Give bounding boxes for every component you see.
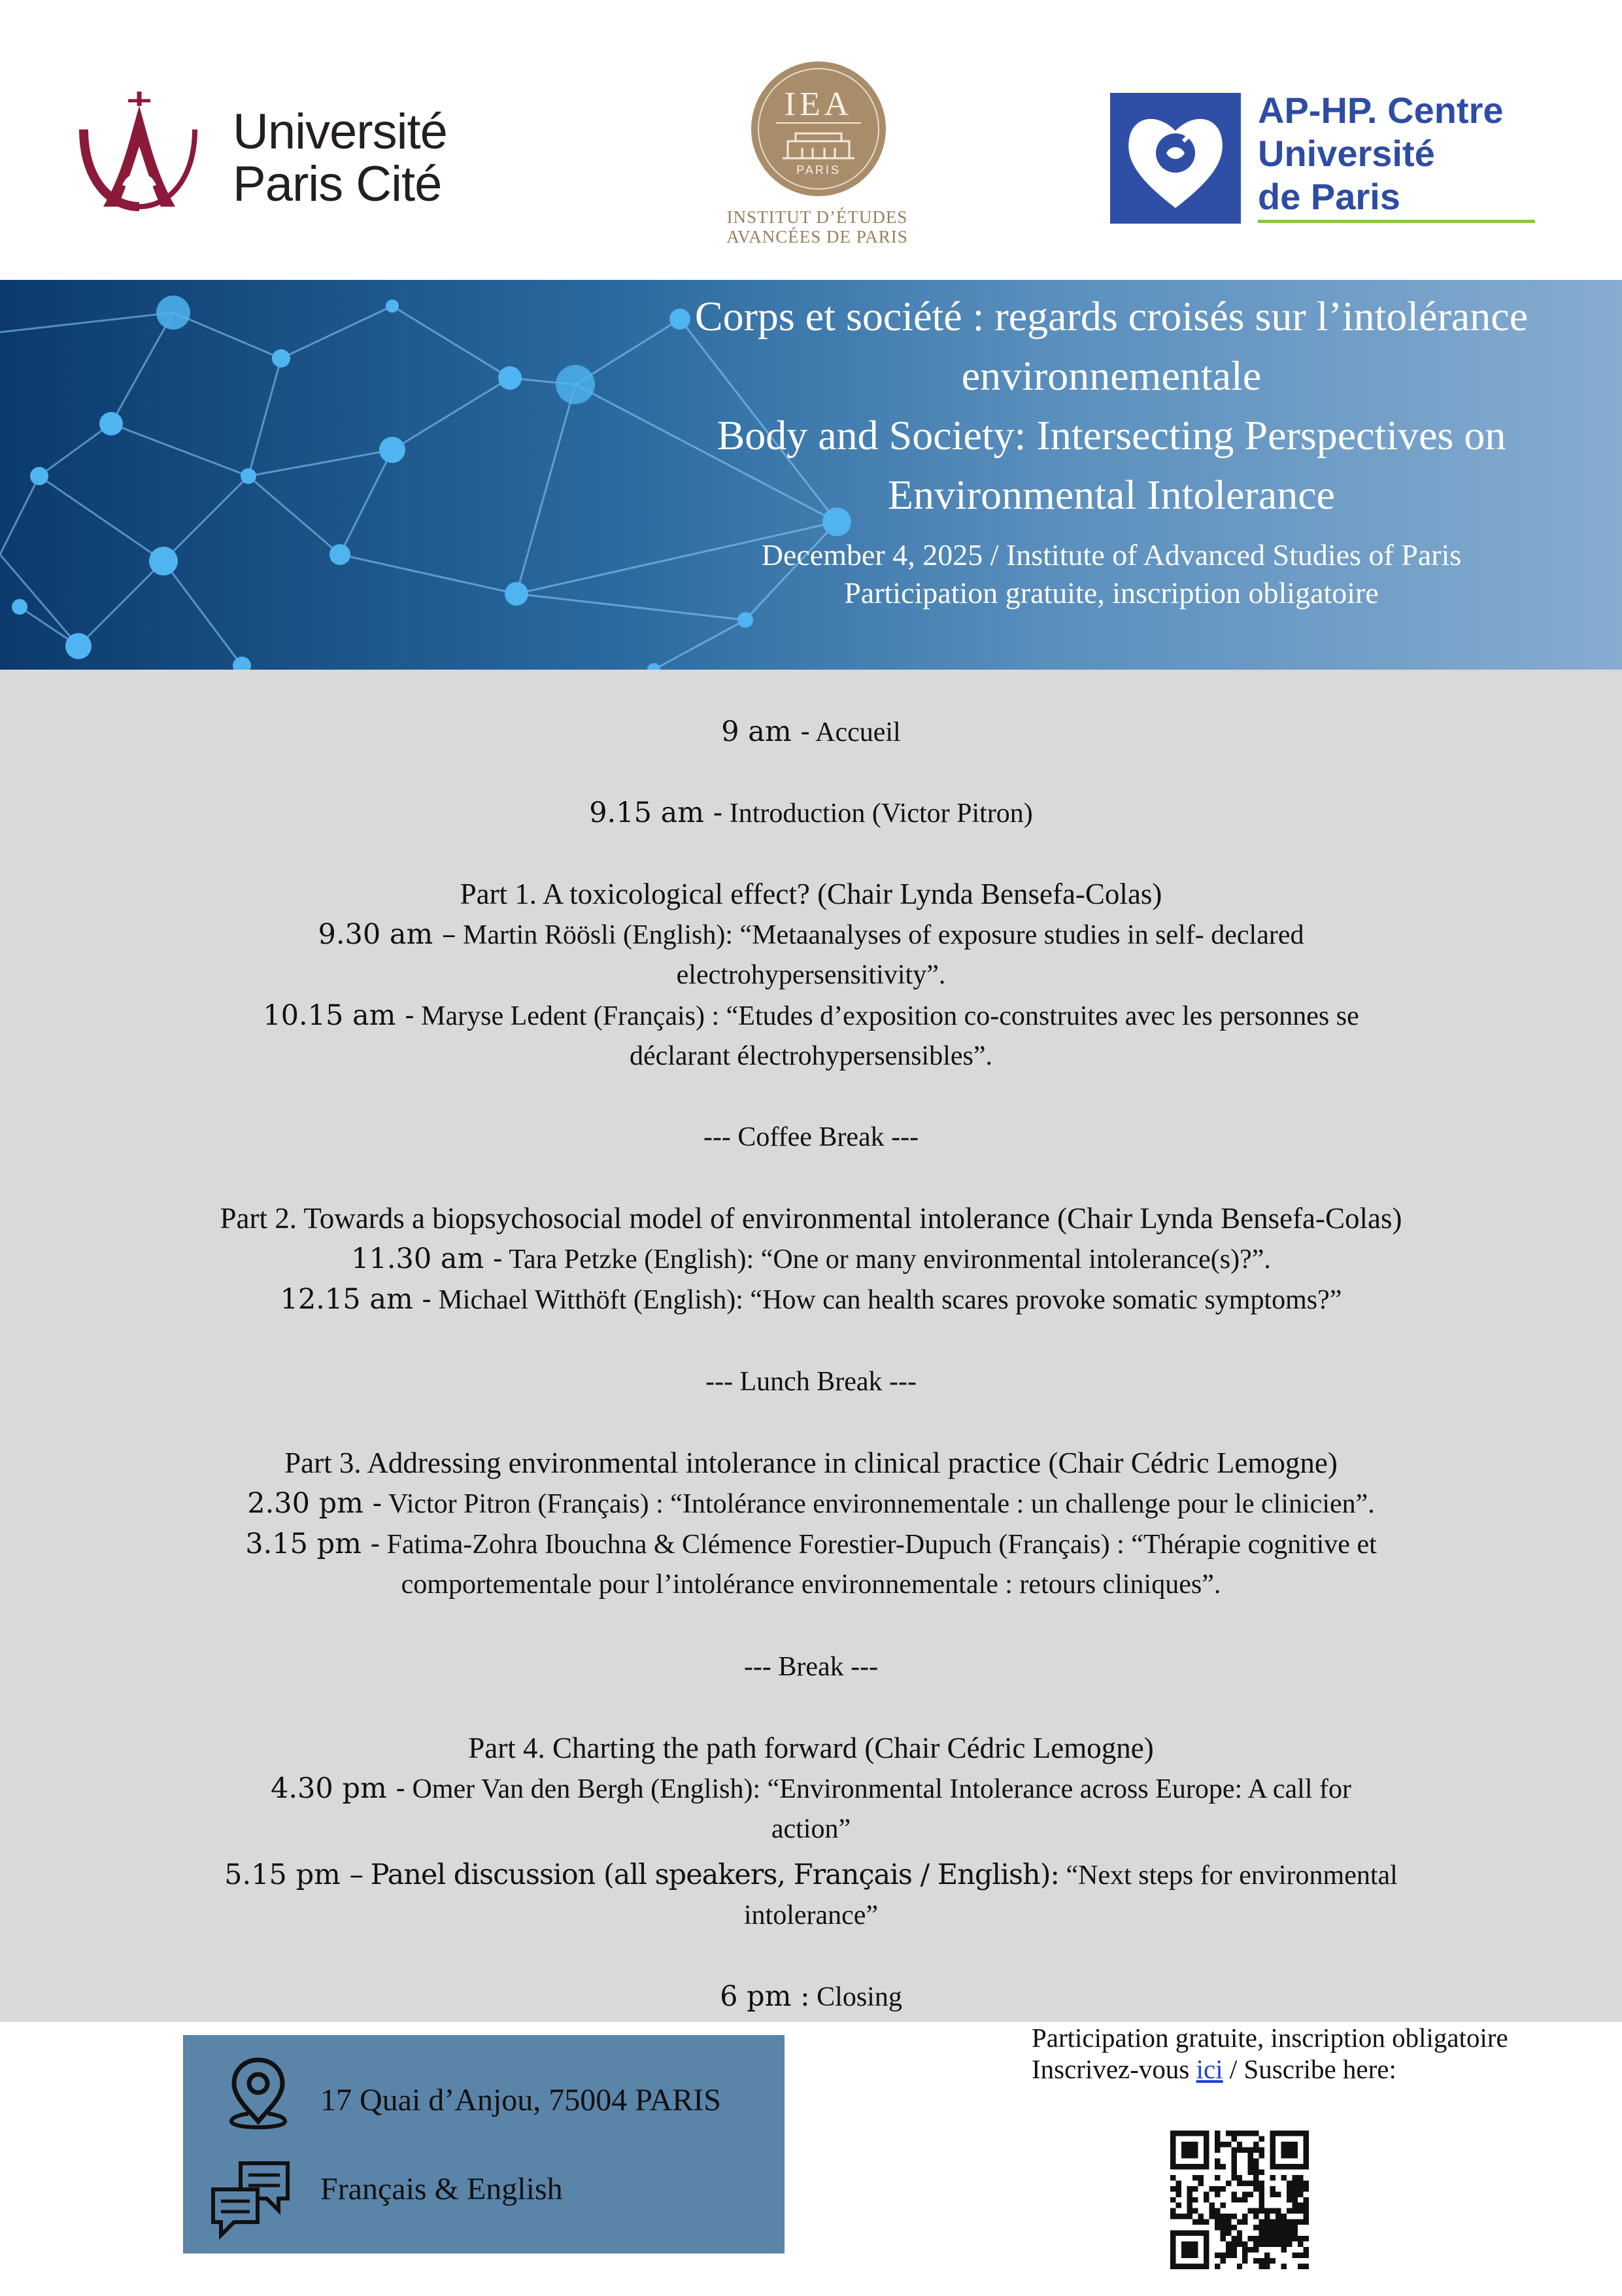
upc-line-2: Paris Cité [233, 156, 442, 212]
schedule-intro [131, 793, 1491, 834]
time: 9.15 am - [589, 797, 723, 829]
part1-talk2 [131, 995, 1491, 1037]
registration-suffix: / Suscribe here: [1229, 2054, 1396, 2084]
registration-line-2 [1032, 2053, 1508, 2085]
part2-talk1 [131, 1239, 1491, 1280]
lunch-break: --- Lunch Break --- [705, 1367, 917, 1397]
title-en-line-1: Body and Society: Intersecting Perspectives on [717, 412, 1506, 458]
iea-caption [709, 207, 925, 247]
time: 5.15 pm – [224, 1859, 364, 1891]
iea-caption-line-1: INSTITUT D’ÉTUDES [726, 207, 908, 227]
part3-heading: Part 3. Addressing environmental intolerance in clinical practice (Chair Cédric Lemogne) [284, 1447, 1338, 1479]
aphp-line-1: AP-HP. Centre [1258, 90, 1504, 131]
program-schedule [0, 670, 1622, 2022]
location-pin-icon [222, 2056, 294, 2133]
venue-info-box [183, 2035, 785, 2253]
talk-text: Maryse Ledent (Français) : “Etudes d’exposition co-construites avec les personnes se [421, 1001, 1359, 1031]
part1-talk2-cont: déclarant électrohypersensibles”. [629, 1041, 993, 1071]
part1-talk1-cont: electrohypersensitivity”. [676, 960, 946, 990]
date-venue: December 4, 2025 / Institute of Advanced Studies of Paris [761, 538, 1462, 572]
logo-universite-paris-cite [77, 88, 496, 212]
event-title [647, 286, 1576, 524]
aphp-heart-icon [1110, 93, 1241, 224]
schedule-closing [131, 1976, 1491, 2017]
time: 6 pm : [720, 1980, 810, 2013]
time: 11.30 am - [351, 1242, 503, 1275]
participation-note: Participation gratuite, inscription obligatoire [844, 576, 1379, 609]
part4-talk1-cont: action” [771, 1814, 851, 1844]
time: 12.15 am - [280, 1283, 431, 1316]
iea-mark-text: IEA [784, 86, 853, 123]
part3-talk2 [131, 1524, 1491, 1565]
logo-aphp-centre [1110, 89, 1542, 226]
time: 4.30 pm - [271, 1772, 405, 1805]
part4-talk2-cont: intolerance” [743, 1900, 879, 1930]
aphp-line-2: Université [1258, 133, 1435, 174]
part4-talk2 [131, 1855, 1491, 1896]
registration-prefix: Inscrivez-vous [1032, 2054, 1190, 2084]
upc-wordmark [233, 106, 447, 211]
aphp-green-underline [1258, 220, 1535, 223]
title-en-line-2: Environmental Intolerance [887, 471, 1336, 518]
time: 9.30 am – [318, 918, 456, 951]
iea-mark-sub: PARIS [796, 163, 841, 177]
break: --- Break --- [743, 1652, 879, 1682]
title-fr-line-2: environnementale [961, 352, 1262, 399]
part1-heading: Part 1. A toxicological effect? (Chair Lynda Bensefa-Colas) [460, 878, 1162, 910]
time: 3.15 pm - [245, 1528, 380, 1560]
title-fr-line-1: Corps et société : regards croisés sur l’intolérance [694, 293, 1529, 339]
schedule-welcome [131, 711, 1491, 753]
upc-emblem-icon [77, 88, 201, 212]
talk-text: Fatima-Zohra Ibouchna & Clémence Forestier-Dupuch (Français) : “Thérapie cognitive et [386, 1530, 1377, 1560]
part3-talk1 [131, 1483, 1491, 1524]
venue-address: 17 Quai d’Anjou, 75004 PARIS [320, 2083, 721, 2117]
part4-talk1 [131, 1768, 1491, 1809]
part1-talk1 [131, 914, 1491, 955]
part2-heading: Part 2. Towards a biopsychosocial model of environmental intolerance (Chair Lynda Bensefa-Colas) [220, 1202, 1402, 1235]
time: 10.15 am - [263, 999, 414, 1032]
aphp-emblem [1110, 93, 1241, 224]
talk-text: Victor Pitron (Français) : “Intolérance environnementale : un challenge pour le clinicien”. [388, 1489, 1375, 1519]
upc-line-1: Université [233, 104, 447, 160]
session-title: Accueil [815, 717, 901, 747]
qr-code-icon[interactable] [1170, 2131, 1309, 2269]
talk-text: Michael Witthöft (English): “How can health scares provoke somatic symptoms?” [438, 1285, 1342, 1315]
iea-seal-icon [750, 60, 887, 197]
aphp-line-3: de Paris [1258, 176, 1400, 217]
iea-caption-line-2: AVANCÉES DE PARIS [726, 227, 908, 247]
coffee-break: --- Coffee Break --- [703, 1122, 919, 1152]
talk-text: Martin Röösli (English): “Metaanalyses of exposure studies in self- declared [463, 920, 1304, 950]
talk-text: “Next steps for environmental [1066, 1860, 1398, 1891]
title-banner [0, 280, 1622, 670]
talk-text: Tara Petzke (English): “One or many environmental intolerance(s)?”. [509, 1244, 1271, 1275]
event-subtitle [647, 536, 1576, 612]
part2-talk2 [131, 1279, 1491, 1320]
aphp-wordmark [1258, 89, 1504, 218]
chat-bubbles-icon [208, 2158, 294, 2240]
registration-line-1: Participation gratuite, inscription obligatoire [1032, 2023, 1508, 2053]
event-languages: Français & English [320, 2172, 563, 2206]
session-title: Closing [817, 1982, 902, 2012]
panel-label: Panel discussion (all speakers, Français / English): [370, 1859, 1059, 1891]
part3-talk2-cont: comportementale pour l’intolérance environnementale : retours cliniques”. [401, 1569, 1221, 1600]
time: 9 am - [721, 715, 810, 748]
logo-iea-paris [709, 60, 925, 250]
talk-text: Omer Van den Bergh (English): “Environmental Intolerance across Europe: A call for [412, 1774, 1351, 1804]
session-title: Introduction (Victor Pitron) [729, 798, 1033, 829]
registration-link[interactable]: ici [1196, 2054, 1223, 2084]
time: 2.30 pm - [247, 1487, 382, 1520]
part4-heading: Part 4. Charting the path forward (Chair Cédric Lemogne) [468, 1732, 1154, 1764]
registration-info [1032, 2022, 1508, 2085]
